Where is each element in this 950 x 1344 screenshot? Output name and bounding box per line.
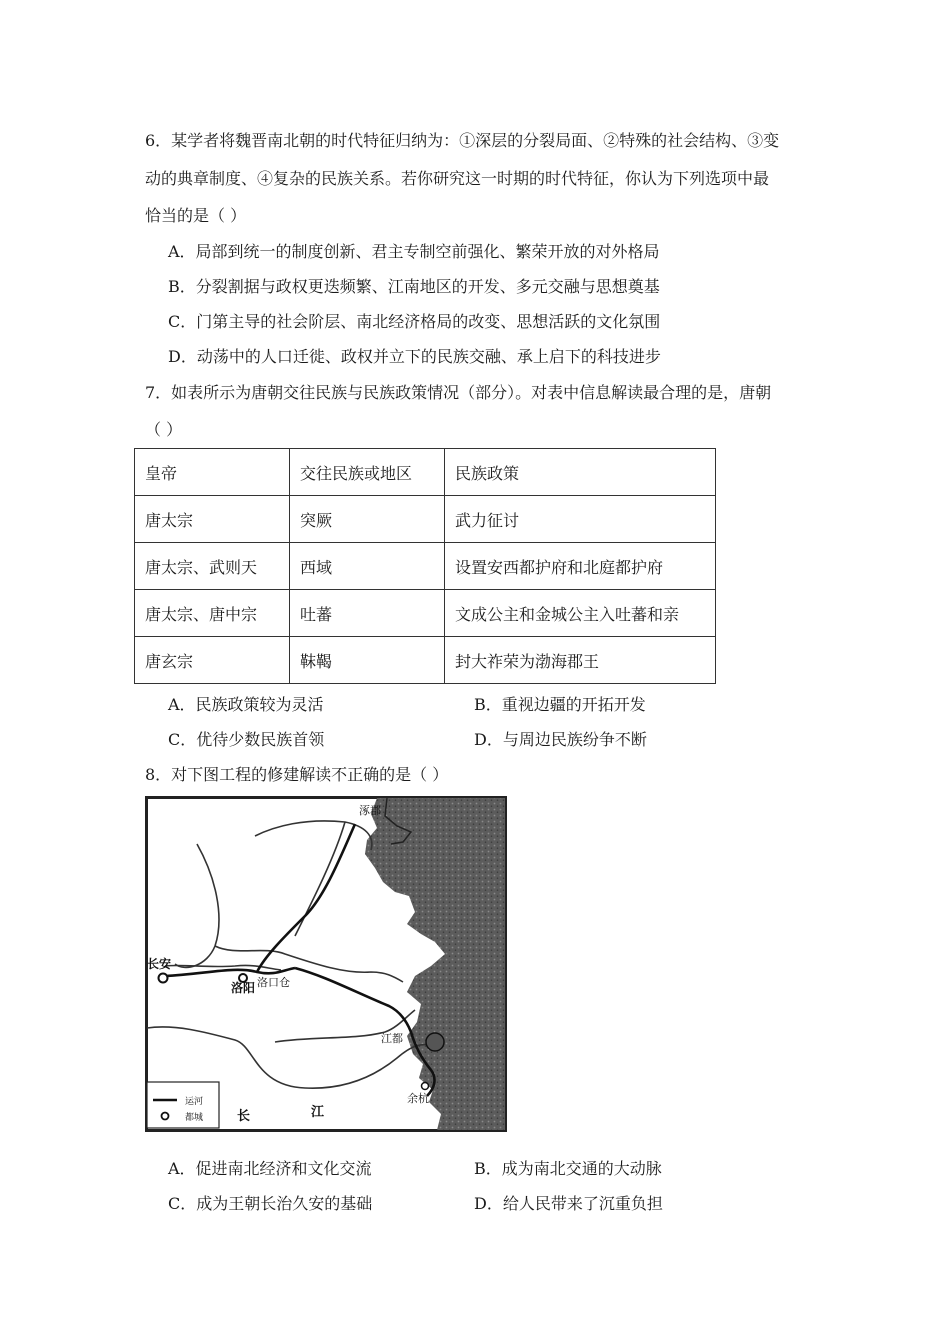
legend-city-label: 都城 bbox=[185, 1113, 204, 1123]
table-cell: 唐太宗、唐中宗 bbox=[135, 590, 290, 637]
label-luokoucang: 洛口仓 bbox=[257, 976, 290, 989]
q6-stem-line2: 动的典章制度、④复杂的民族关系。若你研究这一时期的时代特征，你认为下列选项中最 bbox=[145, 169, 770, 188]
table-cell: 武力征讨 bbox=[445, 496, 716, 543]
table-row bbox=[135, 496, 716, 543]
yuhang-marker bbox=[422, 1083, 429, 1090]
table-header-cell: 民族政策 bbox=[445, 449, 716, 496]
changan-marker bbox=[159, 974, 168, 983]
table-cell: 吐蕃 bbox=[290, 590, 445, 637]
q6-option-c: C．门第主导的社会阶层、南北经济格局的改变、思想活跃的文化氛围 bbox=[168, 312, 661, 331]
table-cell: 唐玄宗 bbox=[135, 637, 290, 684]
grand-canal-map bbox=[145, 796, 507, 1132]
label-chang: 长 bbox=[237, 1109, 251, 1124]
label-jiangdu: 江都 bbox=[381, 1032, 403, 1045]
q7-table bbox=[134, 448, 716, 684]
jiangdu-marker bbox=[426, 1033, 444, 1051]
table-header-cell: 皇帝 bbox=[135, 449, 290, 496]
q6-option-b: B．分裂割据与政权更迭频繁、江南地区的开发、多元交融与思想奠基 bbox=[168, 277, 660, 296]
label-luoyang: 洛阳 bbox=[231, 981, 256, 995]
q6-stem-line3: 恰当的是（ ） bbox=[145, 206, 247, 225]
table-cell: 突厥 bbox=[290, 496, 445, 543]
legend-canal-label: 运河 bbox=[185, 1097, 204, 1107]
table-row bbox=[135, 543, 716, 590]
table-cell: 西域 bbox=[290, 543, 445, 590]
q7-stem-line1: 7．如表所示为唐朝交往民族与民族政策情况（部分）。对表中信息解读最合理的是，唐朝 bbox=[145, 383, 772, 402]
label-yuhang: 余杭 bbox=[407, 1092, 429, 1105]
table-cell: 唐太宗、武则天 bbox=[135, 543, 290, 590]
label-jiang: 江 bbox=[311, 1105, 325, 1120]
q8-option-b: B．成为南北交通的大动脉 bbox=[474, 1159, 662, 1178]
q7-option-b: B．重视边疆的开拓开发 bbox=[474, 695, 646, 714]
table-row bbox=[135, 637, 716, 684]
label-changan: 长安 bbox=[147, 957, 172, 971]
q8-option-d: D．给人民带来了沉重负担 bbox=[474, 1194, 663, 1213]
table-cell: 靺鞨 bbox=[290, 637, 445, 684]
q6-stem-line1: 6．某学者将魏晋南北朝的时代特征归纳为：①深层的分裂局面、②特殊的社会结构、③变 bbox=[145, 131, 780, 150]
table-header-row bbox=[135, 449, 716, 496]
q7-option-a: A．民族政策较为灵活 bbox=[168, 695, 324, 714]
label-zhuojun: 涿郡 bbox=[359, 804, 381, 817]
q7-option-c: C．优待少数民族首领 bbox=[168, 730, 325, 749]
table-row bbox=[135, 590, 716, 637]
table-header-cell: 交往民族或地区 bbox=[290, 449, 445, 496]
q7-option-d: D．与周边民族纷争不断 bbox=[474, 730, 647, 749]
q8-stem: 8．对下图工程的修建解读不正确的是（ ） bbox=[145, 765, 449, 784]
q6-option-d: D．动荡中的人口迁徙、政权并立下的民族交融、承上启下的科技进步 bbox=[168, 347, 661, 366]
table-cell: 封大祚荣为渤海郡王 bbox=[445, 637, 716, 684]
table-cell: 文成公主和金城公主入吐蕃和亲 bbox=[445, 590, 716, 637]
table-cell: 设置安西都护府和北庭都护府 bbox=[445, 543, 716, 590]
q6-option-a: A．局部到统一的制度创新、君主专制空前强化、繁荣开放的对外格局 bbox=[168, 242, 660, 261]
q8-option-a: A．促进南北经济和文化交流 bbox=[168, 1159, 372, 1178]
q7-stem-line2: （ ） bbox=[145, 420, 183, 439]
table-cell: 唐太宗 bbox=[135, 496, 290, 543]
q8-option-c: C．成为王朝长治久安的基础 bbox=[168, 1194, 373, 1213]
map-legend bbox=[147, 1082, 219, 1128]
